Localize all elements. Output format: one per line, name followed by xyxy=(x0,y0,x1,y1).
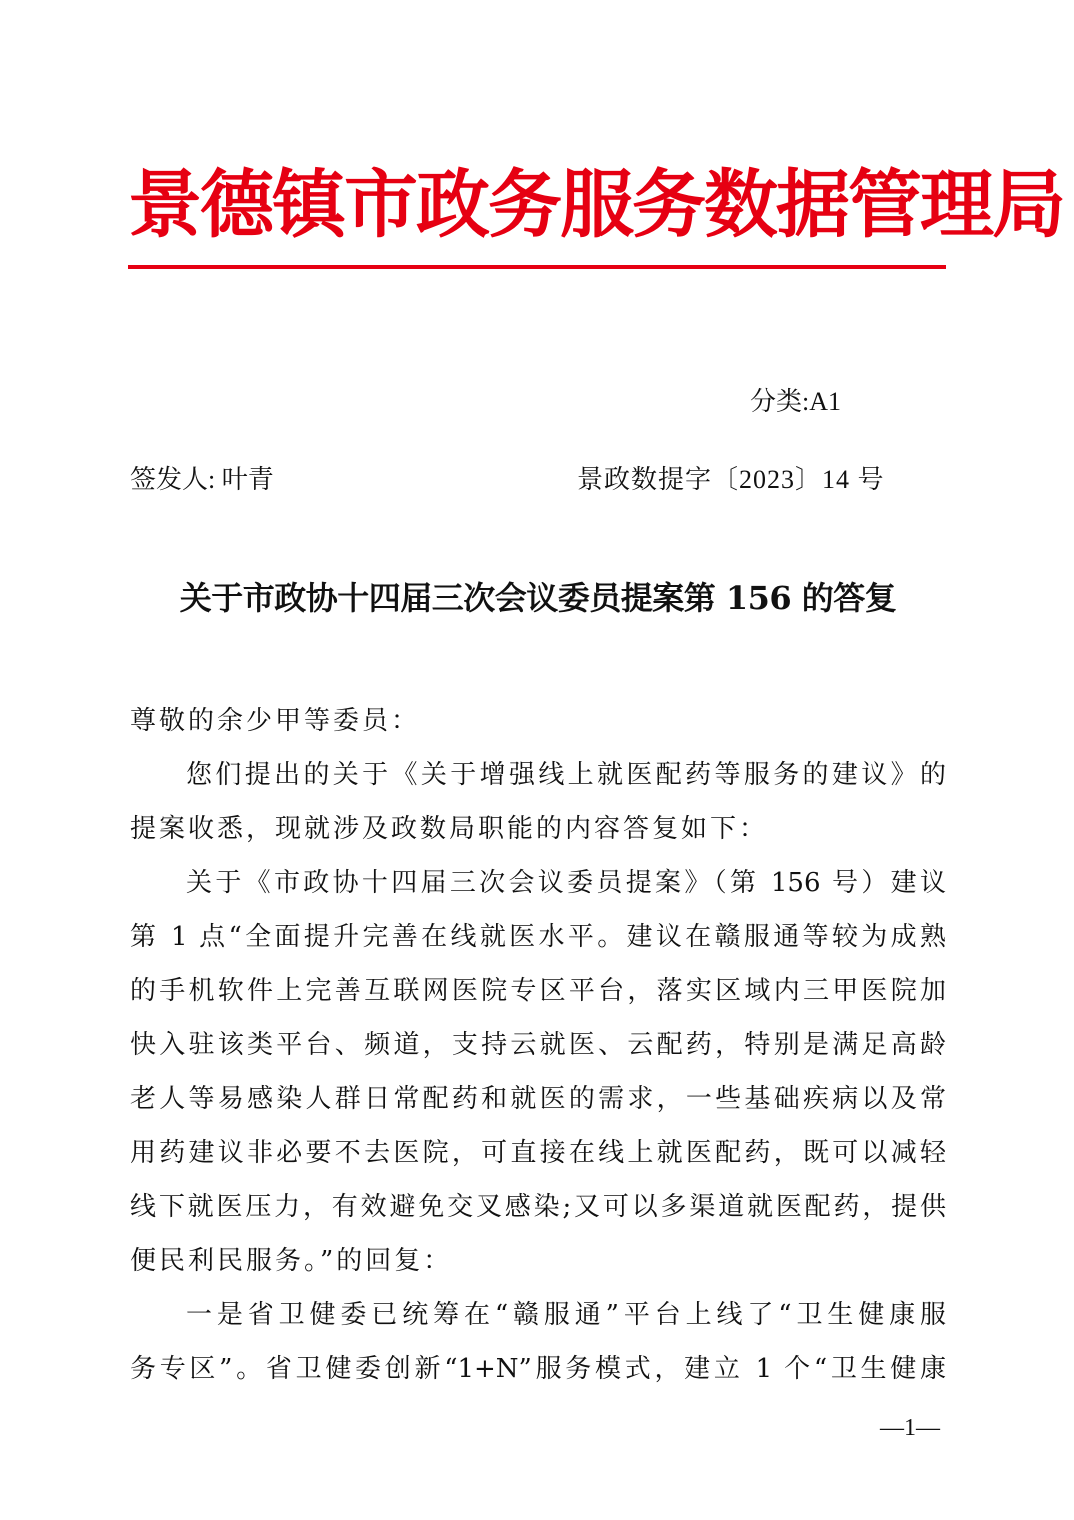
page-number: —1— xyxy=(880,1415,940,1441)
document-number: 景政数提字〔2023〕14 号 xyxy=(577,465,885,494)
issuer-label: 签发人: 叶青 xyxy=(130,465,274,494)
body-line: 老人等易感染人群日常配药和就医的需求，一些基础疾病以及常 xyxy=(130,1084,946,1114)
body-line: 一是省卫健委已统筹在“赣服通”平台上线了“卫生健康服 xyxy=(186,1300,946,1330)
body-line: 线下就医压力，有效避免交叉感染;又可以多渠道就医配药，提供 xyxy=(130,1192,946,1222)
body-line: 关于《市政协十四届三次会议委员提案》（第 156 号）建议 xyxy=(186,868,946,898)
body-line: 提案收悉，现就涉及政数局职能的内容答复如下： xyxy=(130,814,769,844)
body-line: 的手机软件上完善互联网医院专区平台，落实区域内三甲医院加 xyxy=(130,976,946,1006)
body-line: 便民利民服务。”的回复： xyxy=(130,1246,453,1276)
masthead-title: 景德镇市政务服务数据管理局 xyxy=(128,162,1064,248)
body-line: 您们提出的关于《关于增强线上就医配药等服务的建议》的 xyxy=(186,760,946,790)
document-body xyxy=(130,694,946,1396)
body-line: 用药建议非必要不去医院，可直接在线上就医配药，既可以减轻 xyxy=(130,1138,946,1168)
document-title: 关于市政协十四届三次会议委员提案第 156 的答复 xyxy=(179,579,897,617)
body-line: 第 1 点“全面提升完善在线就医水平。建议在赣服通等较为成熟 xyxy=(130,922,946,952)
classification-label: 分类:A1 xyxy=(750,387,842,416)
masthead-red-rule xyxy=(128,265,946,269)
salutation: 尊敬的余少甲等委员： xyxy=(130,706,421,736)
body-line: 务专区”。省卫健委创新“1+N”服务模式，建立 1 个“卫生健康 xyxy=(130,1354,946,1384)
body-line: 快入驻该类平台、频道，支持云就医、云配药，特别是满足高龄 xyxy=(130,1030,946,1060)
